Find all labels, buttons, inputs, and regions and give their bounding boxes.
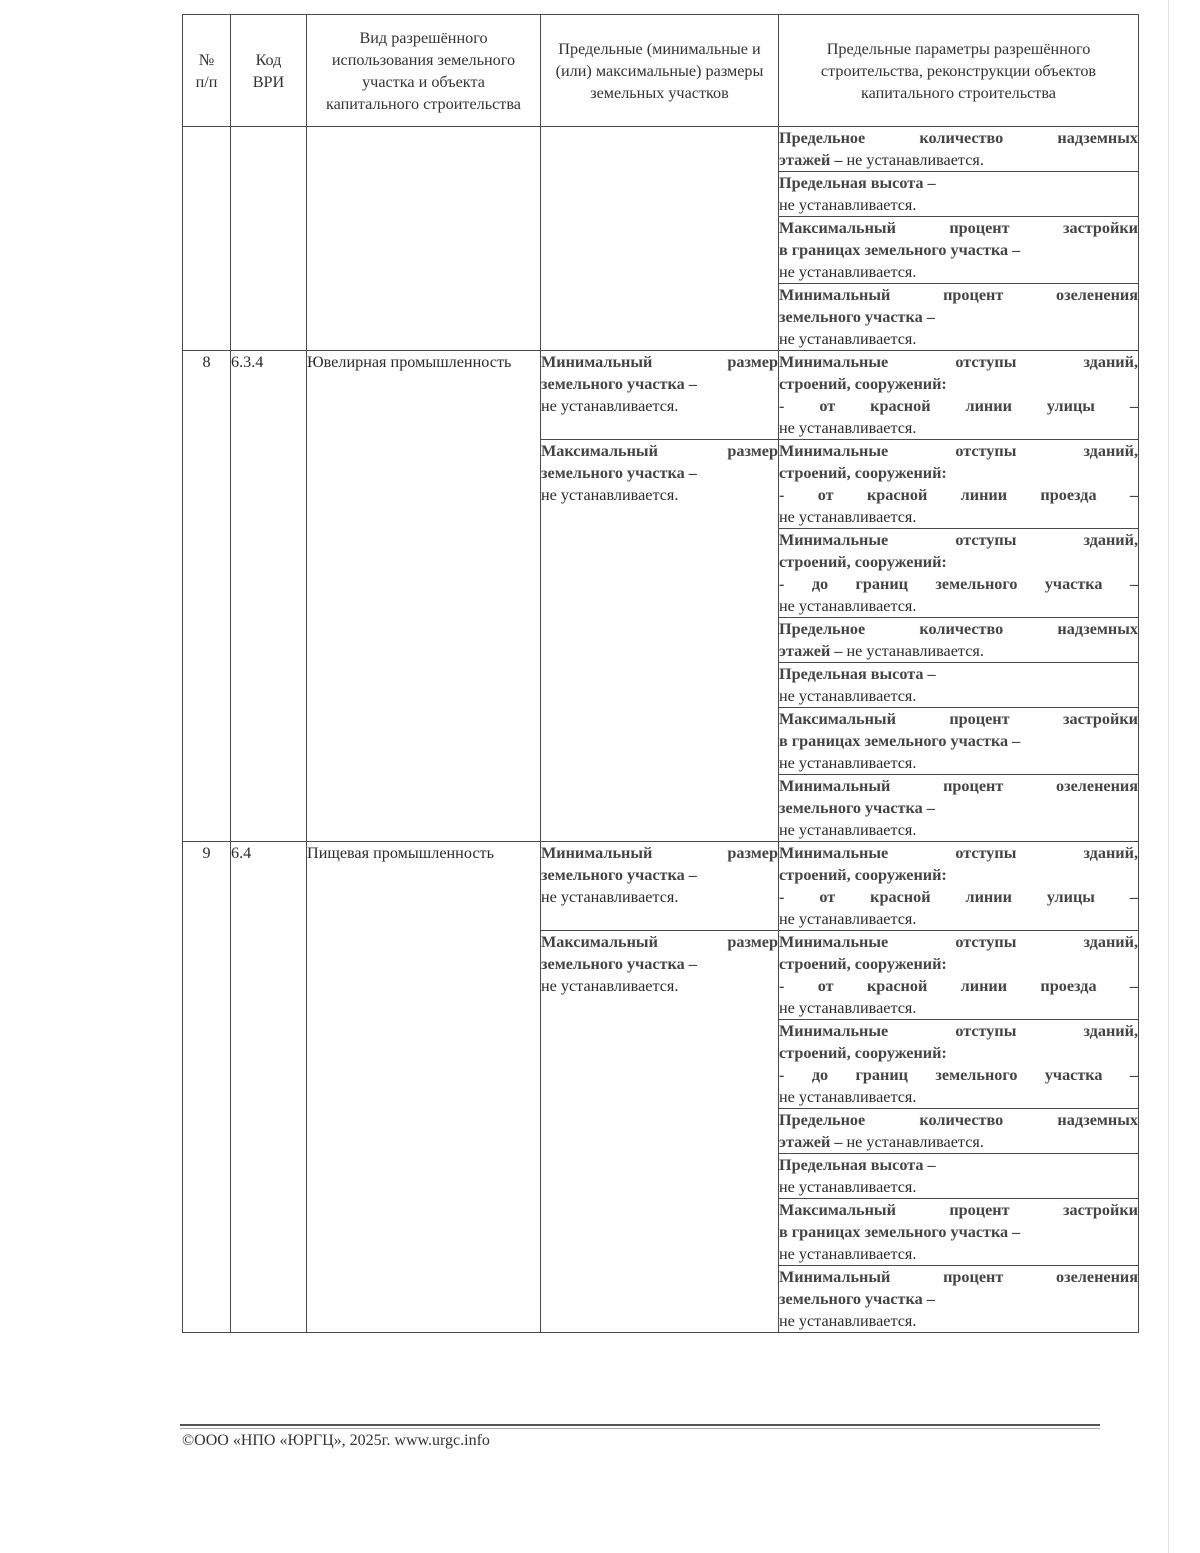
footer-divider xyxy=(180,1424,1100,1426)
row-use: Ювелирная промышленность xyxy=(307,351,541,842)
continued-code-cell xyxy=(231,127,307,351)
row-min-size: Минимальный размер земельного участка – не устанавливается. xyxy=(541,351,779,440)
continued-param-height: Предельная высота – не устанавливается. xyxy=(779,172,1139,217)
header-params: Предельные параметры разрешённого строительства, реконструкции объектов капитального строительства xyxy=(779,15,1139,127)
row-min-size: Минимальный размер земельного участка – не устанавливается. xyxy=(541,842,779,931)
row-use: Пищевая промышленность xyxy=(307,842,541,1333)
row-code: 6.3.4 xyxy=(231,351,307,842)
header-num: № п/п xyxy=(183,15,231,127)
table-row-continued xyxy=(183,127,1139,172)
row-max-size: Максимальный размер земельного участка – не устанавливается. xyxy=(541,440,779,842)
continued-param-greening: Минимальный процент озеленения земельного участка – не устанавливается. xyxy=(779,284,1139,351)
footer-divider-thin xyxy=(180,1428,1100,1429)
param-floors: Предельное количество надземных этажей – не устанавливается. xyxy=(779,1109,1139,1154)
table-row xyxy=(183,842,1139,931)
param-coverage: Максимальный процент застройки в границах земельного участка – не устанавливается. xyxy=(779,708,1139,775)
row-max-size: Максимальный размер земельного участка – не устанавливается. xyxy=(541,931,779,1333)
table-row xyxy=(183,351,1139,440)
param-coverage: Максимальный процент застройки в границах земельного участка – не устанавливается. xyxy=(779,1199,1139,1266)
footer-copyright: ©ООО «НПО «ЮРГЦ», 2025г. www.urgc.info xyxy=(182,1432,490,1449)
param-setback-driveway: Минимальные отступы зданий, строений, сооружений: - от красной линии проезда – не устанавливается. xyxy=(779,931,1139,1020)
param-setback-street: Минимальные отступы зданий, строений, сооружений: - от красной линии улицы – не устанавливается. xyxy=(779,842,1139,931)
continued-sizes-cell xyxy=(541,127,779,351)
table-header-row xyxy=(183,15,1139,127)
header-code: Код ВРИ xyxy=(231,15,307,127)
row-num: 8 xyxy=(183,351,231,842)
param-greening: Минимальный процент озеленения земельного участка – не устанавливается. xyxy=(779,775,1139,842)
row-num: 9 xyxy=(183,842,231,1333)
param-setback-street: Минимальные отступы зданий, строений, сооружений: - от красной линии улицы – не устанавливается. xyxy=(779,351,1139,440)
continued-use-cell xyxy=(307,127,541,351)
regulations-table xyxy=(182,14,1139,1333)
param-height: Предельная высота – не устанавливается. xyxy=(779,663,1139,708)
header-sizes: Предельные (минимальные и (или) максимальные) размеры земельных участков xyxy=(541,15,779,127)
scan-edge-line xyxy=(1168,0,1169,1553)
row-code: 6.4 xyxy=(231,842,307,1333)
header-use: Вид разрешённого использования земельного участка и объекта капитального строительства xyxy=(307,15,541,127)
param-setback-boundary: Минимальные отступы зданий, строений, сооружений: - до границ земельного участка – не устанавливается. xyxy=(779,529,1139,618)
continued-param-floors: Предельное количество надземных этажей – не устанавливается. xyxy=(779,127,1139,172)
param-setback-driveway: Минимальные отступы зданий, строений, сооружений: - от красной линии проезда – не устанавливается. xyxy=(779,440,1139,529)
param-greening: Минимальный процент озеленения земельного участка – не устанавливается. xyxy=(779,1266,1139,1333)
continued-param-coverage: Максимальный процент застройки в границах земельного участка – не устанавливается. xyxy=(779,217,1139,284)
param-floors: Предельное количество надземных этажей – не устанавливается. xyxy=(779,618,1139,663)
continued-num-cell xyxy=(183,127,231,351)
param-height: Предельная высота – не устанавливается. xyxy=(779,1154,1139,1199)
param-setback-boundary: Минимальные отступы зданий, строений, сооружений: - до границ земельного участка – не устанавливается. xyxy=(779,1020,1139,1109)
